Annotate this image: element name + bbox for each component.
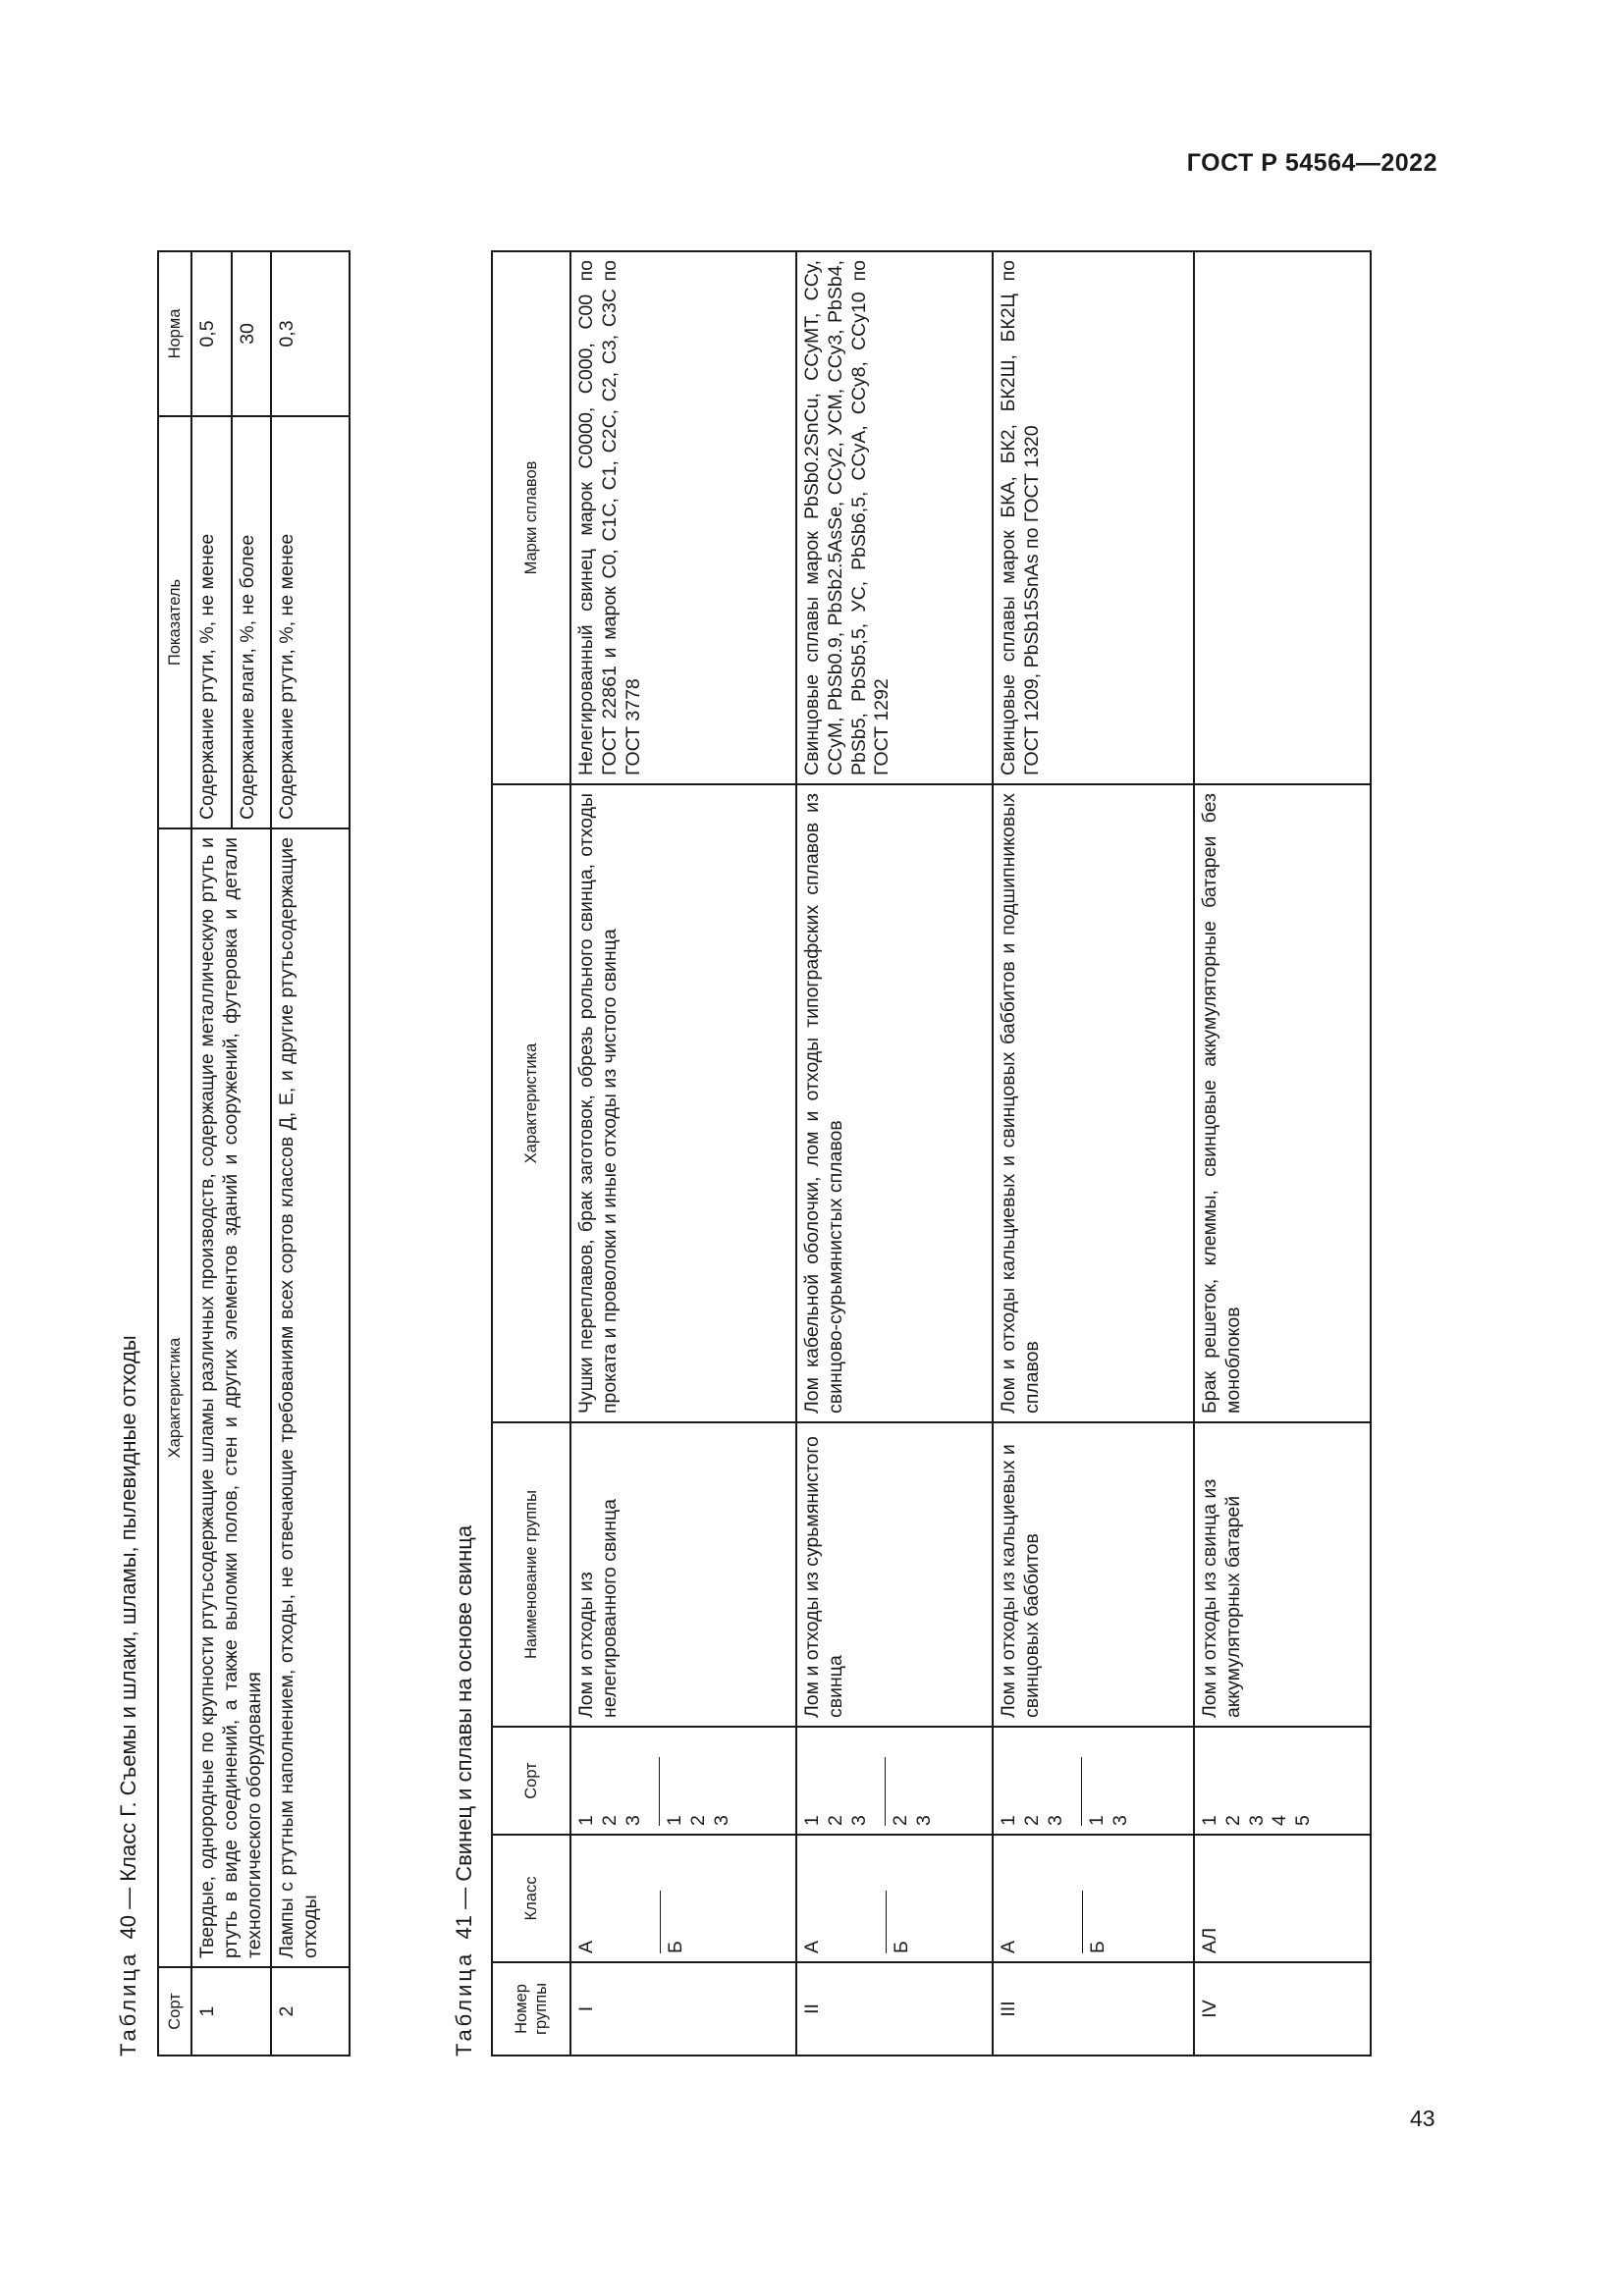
sort-value: 3 (1110, 1815, 1132, 1826)
sorts-a-list (575, 1735, 645, 1826)
table40-norm-cell: 0,5 (191, 251, 232, 416)
grades-cell: Свинцовые сплавы марок PbSb0.2SnCu, ССуМТ, ССу, ССуМ, PbSb0.9, PbSb2.5AsSe, ССу2, УСМ, ССу3, PbSb4, PbSb5, PbSb5,5, УС, PbSb6,5, ССуА, ССу8, ССу10 по ГОСТ 1292 (796, 251, 993, 784)
table41-header-row (492, 251, 570, 2056)
class-b-label: Б (660, 1891, 688, 1953)
table41-caption (452, 1525, 477, 2056)
group-number-cell: II (796, 1962, 993, 2056)
table40-characteristic-cell: Лампы с ртутным наполнением, отходы, не отвечающие требованиям всех сортов классов Д, Е, и другие ртутьсодержащие отходы (271, 828, 350, 1967)
table-row (796, 251, 993, 2056)
table40-col-norm: Норма (158, 251, 191, 416)
sort-value: 1 (575, 1815, 597, 1826)
characteristic-cell: Лом и отходы кальциевых и свинцовых баббитов и подшипниковых сплавов (993, 784, 1194, 1422)
characteristic-cell: Брак решеток, клеммы, свинцовые аккумуляторные батареи без моноблоков (1194, 784, 1371, 1422)
sort-cell (993, 1727, 1194, 1835)
table41-col-group-name: Наименование группы (492, 1422, 570, 1727)
table-row (1194, 251, 1371, 2056)
table40-col-characteristic: Характеристика (158, 828, 191, 1967)
sort-value: 1 (998, 1815, 1019, 1826)
rotated-content (108, 201, 1365, 2056)
sort-value: 3 (913, 1815, 936, 1826)
table40-caption-text: — Класс Г. Съемы и шлаки, шламы, пылевидные отходы (116, 1335, 140, 1909)
characteristic-cell: Лом кабельной оболочки, лом и отходы типографских сплавов из свинцово-сурьмянистых сплавов (796, 784, 993, 1422)
class-a-label: А (575, 1940, 597, 1953)
table40-norm-cell: 30 (232, 251, 272, 416)
sort-value: 4 (1269, 1815, 1291, 1826)
sort-value: 3 (1044, 1815, 1066, 1826)
sort-value: 1 (664, 1815, 686, 1826)
table40-norm-cell: 0,3 (271, 251, 350, 416)
sort-value: 1 (1086, 1815, 1109, 1826)
table41-col-class: Класс (492, 1835, 570, 1962)
grades-cell: Свинцовые сплавы марок БКА, БК2, БК2Ш, БК2Ц по ГОСТ 1209, PbSb15SnAs по ГОСТ 1320 (993, 251, 1194, 784)
table41-caption-prefix: Таблица (452, 1950, 476, 2056)
sorts-b-list (1081, 1757, 1133, 1826)
table-row (191, 251, 232, 2056)
group-name-cell: Лом и отходы из кальциевых и свинцовых баббитов (993, 1422, 1194, 1727)
table40-col-sort: Сорт (158, 1967, 191, 2056)
group-name-cell: Лом и отходы из свинца из аккумуляторных батарей (1194, 1422, 1371, 1727)
sort-cell (570, 1727, 796, 1835)
table40-caption-number: 40 (116, 1915, 140, 1940)
table40-caption (116, 1335, 141, 2056)
group-number-cell: III (993, 1962, 1194, 2056)
class-cell (796, 1835, 993, 1962)
page-number: 43 (1410, 2106, 1435, 2131)
sorts-a-list (1199, 1735, 1316, 1826)
table-row (271, 251, 350, 2056)
sort-value: 3 (1245, 1815, 1268, 1826)
table40-sort-cell: 2 (271, 1967, 350, 2056)
class-cell (1194, 1835, 1371, 1962)
sorts-a-list (801, 1735, 871, 1826)
sorts-b-list (885, 1757, 937, 1826)
sort-cell (796, 1727, 993, 1835)
table41-col-group-number: Номер группы (492, 1962, 570, 2056)
sort-value: 2 (1221, 1815, 1244, 1826)
sort-value: 1 (801, 1815, 823, 1826)
sorts-b-list (659, 1757, 733, 1826)
sort-value: 2 (598, 1815, 621, 1826)
sort-value: 2 (1020, 1815, 1043, 1826)
class-cell (570, 1835, 796, 1962)
grades-cell (1194, 251, 1371, 784)
table40-col-indicator: Показатель (158, 416, 191, 828)
class-cell (993, 1835, 1194, 1962)
sorts-a-list (998, 1735, 1067, 1826)
class-a-label: АЛ (1199, 1927, 1220, 1953)
table40-indicator-cell: Содержание ртути, %, не менее (271, 416, 350, 828)
class-a-label: А (998, 1940, 1019, 1953)
grades-cell: Нелегированный свинец марок С0000, С000, С00 по ГОСТ 22861 и марок С0, С1С, С1, С2С, С2, С3, С3С по ГОСТ 3778 (570, 251, 796, 784)
class-a-label: А (801, 1940, 823, 1953)
class-b-label: Б (1082, 1891, 1110, 1953)
sort-value: 5 (1292, 1815, 1315, 1826)
group-name-cell: Лом и отходы из нелегированного свинца (570, 1422, 796, 1727)
table41-col-sort: Сорт (492, 1727, 570, 1835)
characteristic-cell: Чушки переплавов, брак заготовок, обрезь рольного свинца, отходы проката и проволоки и иные отходы из чистого свинца (570, 784, 796, 1422)
standard-designation: ГОСТ Р 54564—2022 (1186, 149, 1437, 177)
sort-value: 3 (622, 1815, 644, 1826)
table-row (993, 251, 1194, 2056)
table40-header-row (158, 251, 191, 2056)
sort-value: 2 (824, 1815, 846, 1826)
table41 (491, 250, 1372, 2056)
sort-value: 1 (1199, 1815, 1220, 1826)
table40-indicator-cell: Содержание ртути, %, не менее (191, 416, 232, 828)
table40 (157, 250, 351, 2056)
table40-characteristic-cell: Твердые, однородные по крупности ртутьсодержащие шламы различных производств, содержащие металлическую ртуть и ртуть в виде соединений, а также выломки полов, стен и других элементов зданий и сооружений, футеровка и детали технологического оборудования (191, 828, 271, 1967)
table41-caption-text: — Свинец и сплавы на основе свинца (452, 1524, 476, 1909)
table40-sort-cell: 1 (191, 1967, 271, 2056)
table41-caption-number: 41 (452, 1915, 476, 1940)
sort-value: 2 (687, 1815, 710, 1826)
table-row (570, 251, 796, 2056)
sort-cell (1194, 1727, 1371, 1835)
table40-caption-prefix: Таблица (116, 1950, 140, 2056)
table41-col-characteristic: Характеристика (492, 784, 570, 1422)
sort-value: 3 (710, 1815, 732, 1826)
table41-col-grades: Марки сплавов (492, 251, 570, 784)
sort-value: 2 (890, 1815, 912, 1826)
table40-indicator-cell: Содержание влаги, %, не более (232, 416, 272, 828)
group-number-cell: IV (1194, 1962, 1371, 2056)
group-name-cell: Лом и отходы из сурьмянистого свинца (796, 1422, 993, 1727)
sort-value: 3 (847, 1815, 870, 1826)
class-b-label: Б (886, 1891, 914, 1953)
group-number-cell: I (570, 1962, 796, 2056)
